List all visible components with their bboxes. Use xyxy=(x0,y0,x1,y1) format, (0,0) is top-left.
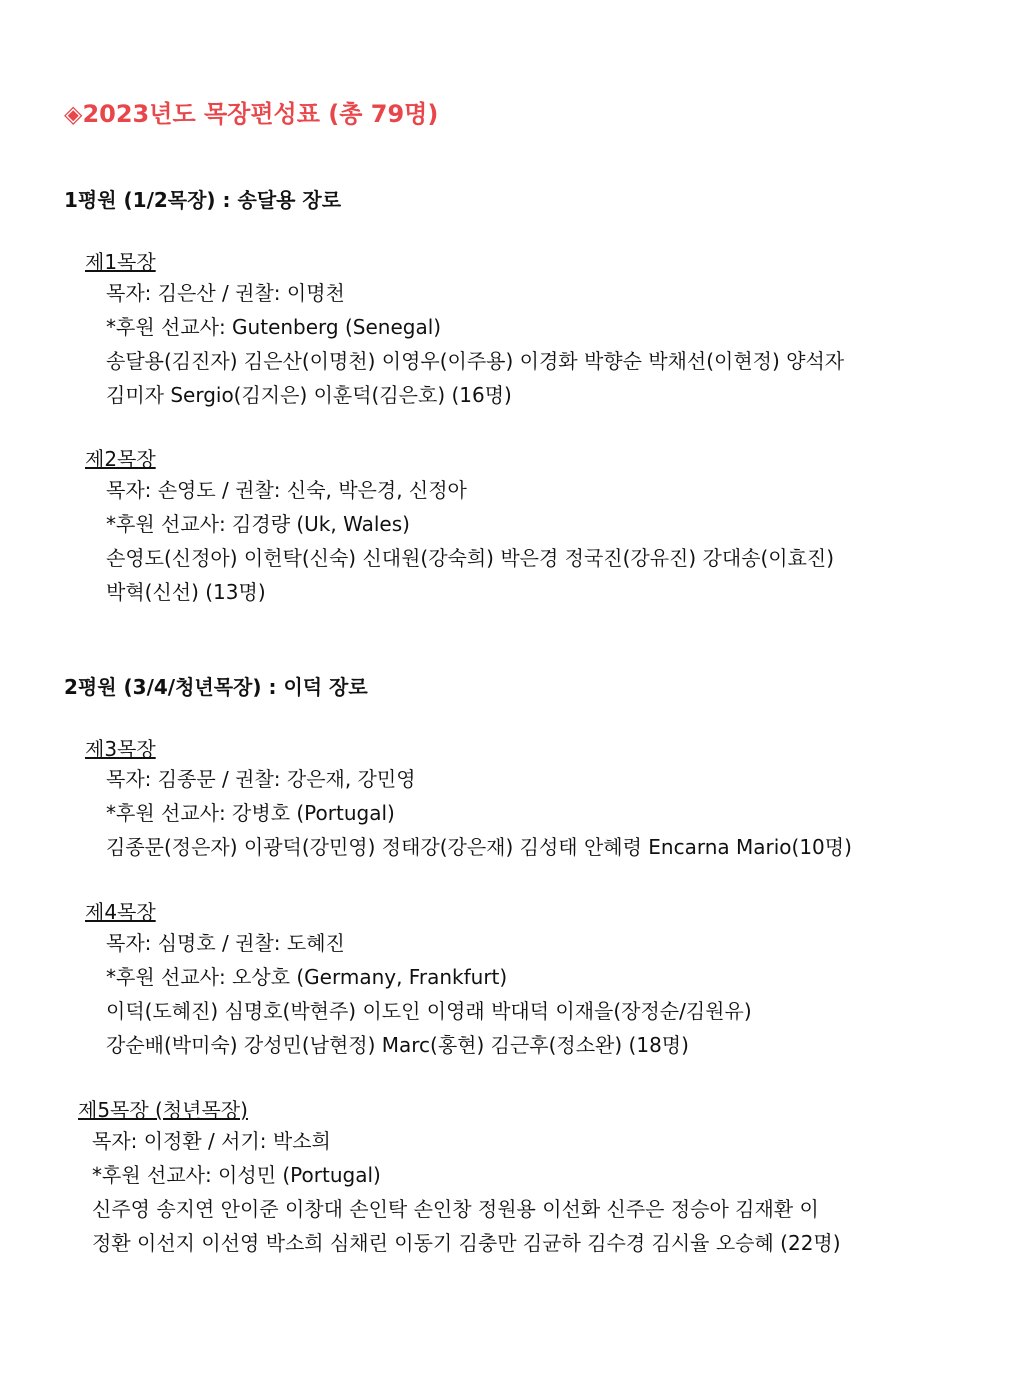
group-2-missionary: *후원 선교사: 김경량 (Uk, Wales) xyxy=(106,512,410,536)
group-2-members-line-1: 손영도(신정아) 이헌탁(신숙) 신대원(강숙희) 박은경 정국진(강유진) 강대송(이효진) xyxy=(106,546,835,570)
group-1-leader: 목자: 김은산 / 권찰: 이명천 xyxy=(106,281,345,305)
document-title: ◈2023년도 목장편성표 (총 79명) xyxy=(64,100,439,128)
group-2-leader: 목자: 손영도 / 권찰: 신숙, 박은경, 신정아 xyxy=(106,478,467,502)
group-4-missionary: *후원 선교사: 오상호 (Germany, Frankfurt) xyxy=(106,965,508,989)
group-1-members-line-1: 송달용(김진자) 김은산(이명천) 이영우(이주용) 이경화 박향순 박채선(이현정) 양석자 xyxy=(106,349,845,373)
pyeongwon-2-heading: 2평원 (3/4/청년목장) : 이덕 장로 xyxy=(64,675,368,699)
group-4-members-line-1: 이덕(도혜진) 심명호(박현주) 이도인 이영래 박대덕 이재을(장정순/김원유) xyxy=(106,999,752,1023)
group-4-heading: 제4목장 xyxy=(85,900,156,924)
group-5-members-line-2: 정환 이선지 이선영 박소희 심채린 이동기 김충만 김균하 김수경 김시율 오승혜 (22명) xyxy=(92,1231,841,1255)
group-1-missionary: *후원 선교사: Gutenberg (Senegal) xyxy=(106,315,442,339)
group-5-members-line-1: 신주영 송지연 안이준 이창대 손인탁 손인창 정원용 이선화 신주은 정승아 김재환 이 xyxy=(92,1197,819,1221)
group-3-leader: 목자: 김종문 / 권찰: 강은재, 강민영 xyxy=(106,767,416,791)
group-2-heading: 제2목장 xyxy=(85,447,156,471)
group-4-members-line-2: 강순배(박미숙) 강성민(남현정) Marc(홍현) 김근후(정소완) (18명) xyxy=(106,1033,689,1057)
group-5-heading: 제5목장 (청년목장) xyxy=(78,1098,248,1122)
group-5-missionary: *후원 선교사: 이성민 (Portugal) xyxy=(92,1163,381,1187)
group-1-heading: 제1목장 xyxy=(85,250,156,274)
group-3-members-line-1: 김종문(정은자) 이광덕(강민영) 정태강(강은재) 김성태 안혜령 Encarna Mario(10명) xyxy=(106,835,852,859)
group-1-members-line-2: 김미자 Sergio(김지은) 이훈덕(김은호) (16명) xyxy=(106,383,512,407)
group-3-missionary: *후원 선교사: 강병호 (Portugal) xyxy=(106,801,395,825)
pyeongwon-1-heading: 1평원 (1/2목장) : 송달용 장로 xyxy=(64,188,342,212)
group-5-leader: 목자: 이정환 / 서기: 박소희 xyxy=(92,1129,331,1153)
group-3-heading: 제3목장 xyxy=(85,737,156,761)
group-4-leader: 목자: 심명호 / 권찰: 도혜진 xyxy=(106,931,345,955)
group-2-members-line-2: 박혁(신선) (13명) xyxy=(106,580,266,604)
